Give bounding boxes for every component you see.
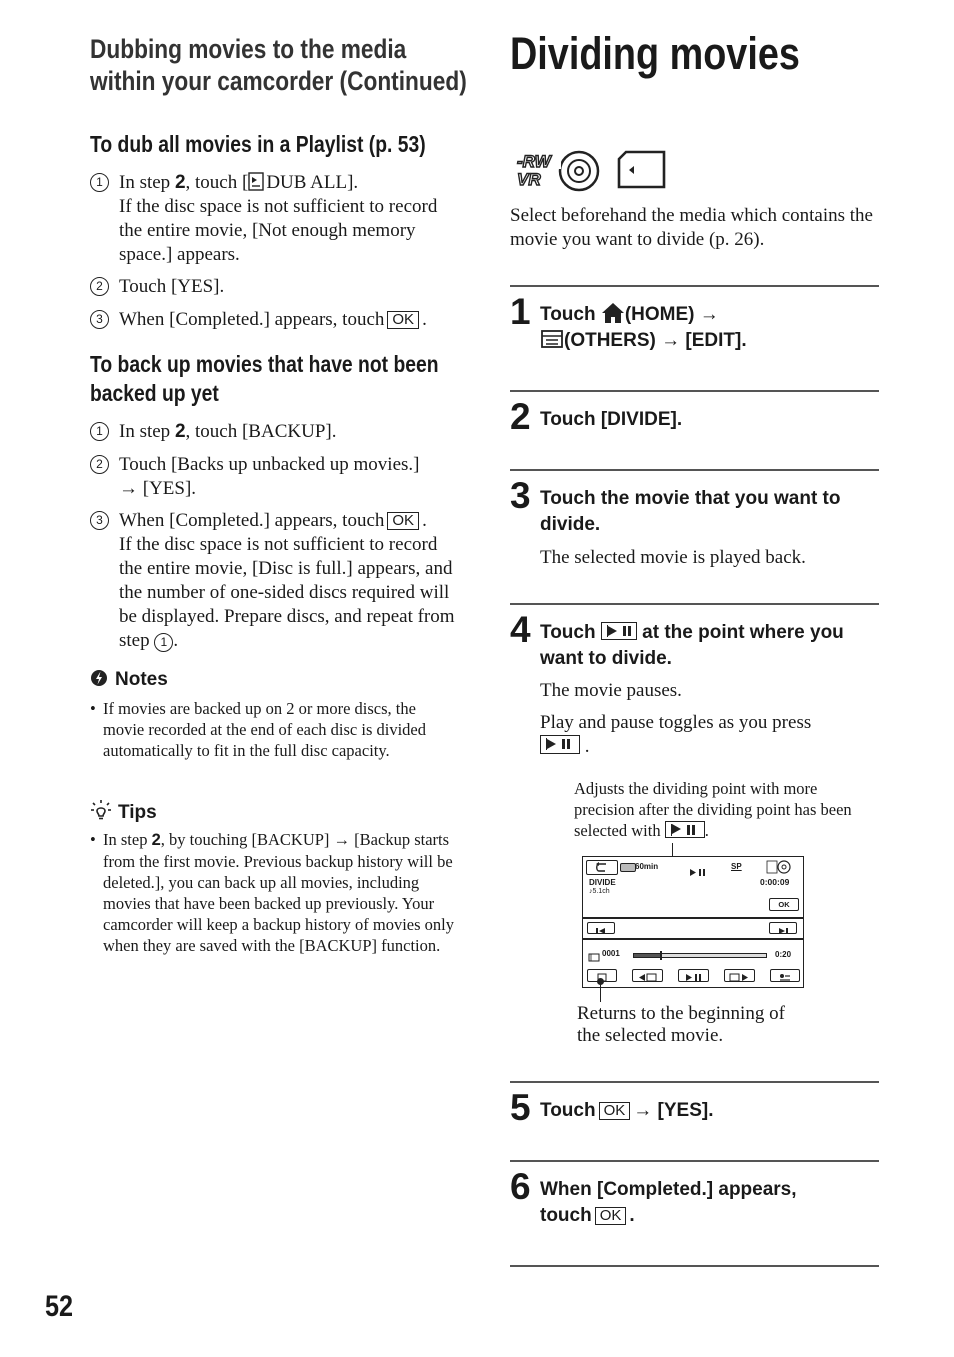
step-number: 4 bbox=[510, 609, 531, 650]
text: Touch [YES]. bbox=[119, 276, 225, 297]
text: . bbox=[422, 309, 427, 330]
divider bbox=[510, 603, 879, 605]
tip-text: , by touching [BACKUP] → [Backup starts from the first movie. Previous backup history will be deleted.], you can back up all movies, including movies that have been backed up previously. Your camcorder will keep a backup history of movies only when they are saved with the [BACKUP] function. bbox=[103, 830, 454, 955]
step-ref: 2 bbox=[151, 831, 161, 849]
movie-counter: 0001 bbox=[602, 949, 620, 958]
intro-text: Select beforehand the media which contains the movie you want to divide (p. 26). bbox=[510, 205, 873, 250]
step-number: 6 bbox=[510, 1166, 531, 1207]
home-icon bbox=[601, 302, 625, 324]
play-pause-icon bbox=[540, 735, 580, 754]
step-3-body: The selected movie is played back. bbox=[540, 547, 806, 568]
play-pause-icon bbox=[601, 622, 637, 640]
screen-divider bbox=[583, 917, 803, 919]
text: Adjusts the dividing point with more precision after the dividing point has been selected with bbox=[574, 779, 852, 840]
audio-label: ♪5.1ch bbox=[589, 888, 610, 895]
page-header bbox=[90, 33, 467, 97]
notes-title: Notes bbox=[115, 669, 168, 690]
text: When [Completed.] appears, touch bbox=[119, 309, 385, 330]
step-4-text bbox=[540, 620, 880, 672]
tips-title: Tips bbox=[118, 802, 157, 823]
ok-button-glyph: OK bbox=[595, 1207, 627, 1225]
page-title: Dividing movies bbox=[510, 28, 800, 79]
step-4-body: The movie pauses. bbox=[540, 680, 682, 701]
text: Play and pause toggles as you press bbox=[540, 712, 812, 733]
text: . bbox=[422, 510, 427, 531]
step-number: 2 bbox=[510, 396, 531, 437]
play-status-icon bbox=[689, 864, 707, 882]
frame-forward-icon bbox=[770, 926, 796, 936]
text: , touch [BACKUP]. bbox=[185, 421, 337, 442]
divider bbox=[510, 469, 879, 471]
callout-dot bbox=[597, 978, 604, 985]
note-text: If movies are backed up on 2 or more discs, the movie recorded at the end of each disc is divided automatically to fit in the full disc capacity. bbox=[103, 699, 427, 760]
divider bbox=[510, 390, 879, 392]
divider bbox=[510, 1265, 879, 1267]
step-ref: 2 bbox=[174, 421, 186, 442]
ok-button-glyph: OK bbox=[599, 1102, 631, 1120]
frame-forward-button[interactable] bbox=[769, 922, 797, 934]
heading-line: To back up movies that have not been bbox=[90, 351, 439, 377]
options-button[interactable] bbox=[770, 969, 800, 982]
step-number-1: 1 bbox=[90, 422, 109, 441]
step-1-text bbox=[540, 302, 880, 354]
section-heading-playlist: To dub all movies in a Playlist (p. 53) bbox=[90, 131, 426, 157]
quality-label: SP bbox=[731, 862, 742, 871]
play-pause-icon bbox=[665, 821, 705, 838]
lcd-screen bbox=[582, 856, 804, 988]
bullet: • bbox=[90, 830, 96, 849]
divider bbox=[510, 1160, 879, 1162]
disc-label-bottom: VR bbox=[517, 170, 541, 189]
text: When [Completed.] appears, touch bbox=[119, 510, 385, 531]
play-pause-icon bbox=[679, 972, 708, 983]
text: DUB ALL]. bbox=[266, 172, 359, 193]
divider bbox=[510, 1081, 879, 1083]
callout-return: Returns to the beginning of the selected movie. bbox=[577, 1003, 785, 1046]
text: . bbox=[584, 736, 590, 757]
ok-button-glyph: OK bbox=[387, 311, 419, 329]
text: (OTHERS) → [EDIT]. bbox=[564, 330, 747, 351]
page-number: 52 bbox=[45, 1290, 74, 1323]
page-header-line: within your camcorder (Continued) bbox=[90, 66, 467, 96]
text: In step bbox=[103, 830, 152, 849]
text: Touch [Backs up unbacked up movies.] bbox=[119, 454, 420, 475]
step-number: 3 bbox=[510, 475, 531, 516]
step-number-3: 3 bbox=[90, 511, 109, 530]
ok-button[interactable]: OK bbox=[769, 898, 799, 911]
text: Touch bbox=[540, 1100, 596, 1121]
back-button[interactable] bbox=[586, 860, 618, 875]
remaining-time: 60min bbox=[635, 862, 659, 871]
dvd-rw-vr-icon bbox=[513, 147, 603, 195]
ok-button-glyph: OK bbox=[387, 512, 419, 530]
text: When [Completed.] appears, bbox=[540, 1179, 797, 1200]
text: . bbox=[704, 821, 709, 840]
text: [YES]. bbox=[138, 478, 197, 499]
callout-adjust bbox=[574, 778, 874, 841]
step-ref: 2 bbox=[174, 172, 186, 193]
step-5-text bbox=[540, 1098, 880, 1124]
memory-card-icon bbox=[617, 150, 667, 190]
frame-back-icon bbox=[588, 926, 614, 936]
text: Touch bbox=[540, 622, 596, 643]
text: touch bbox=[540, 1205, 592, 1226]
step-6-text bbox=[540, 1177, 880, 1229]
timecode: 0:00:09 bbox=[760, 877, 790, 887]
text: → [YES]. bbox=[633, 1100, 714, 1121]
text: In step bbox=[119, 421, 175, 442]
text: . bbox=[629, 1205, 635, 1226]
playlist-icon bbox=[248, 172, 264, 191]
media-icons bbox=[513, 147, 667, 200]
text: If the disc space is not sufficient to record the entire movie, [Not enough memory space.] appears. bbox=[119, 196, 438, 265]
movie-counter-icon bbox=[588, 949, 600, 967]
step-ref-1: 1 bbox=[154, 633, 173, 652]
heading-line: backed up yet bbox=[90, 380, 219, 406]
forward-button[interactable] bbox=[724, 969, 755, 982]
step-number-1: 1 bbox=[90, 173, 109, 192]
disc-label-top: -RW bbox=[517, 152, 551, 171]
step-number: 5 bbox=[510, 1087, 531, 1128]
rewind-icon bbox=[633, 972, 662, 983]
arrow: → bbox=[119, 478, 138, 499]
play-pause-button[interactable] bbox=[678, 969, 709, 982]
text: If the disc space is not sufficient to record the entire movie, [Disc is full.] appears, and the number of one-sided discs required will be displayed. Prepare discs, and repeat from step bbox=[119, 534, 455, 651]
progress-fill bbox=[634, 954, 662, 957]
step-3-text: Touch the movie that you want to divide. bbox=[540, 488, 841, 535]
section-heading-backup bbox=[90, 350, 439, 408]
text: Touch bbox=[540, 304, 601, 325]
text: , touch [ bbox=[185, 172, 249, 193]
text: . bbox=[173, 630, 179, 651]
duration: 0:20 bbox=[775, 950, 792, 959]
others-icon bbox=[540, 329, 564, 349]
progress-bar[interactable] bbox=[633, 953, 767, 958]
divider bbox=[510, 285, 879, 287]
page-header-line: Dubbing movies to the media bbox=[90, 34, 407, 64]
option-icon bbox=[771, 972, 799, 983]
bullet: • bbox=[90, 699, 96, 718]
frame-back-button[interactable] bbox=[587, 922, 615, 934]
step-number-3: 3 bbox=[90, 310, 109, 329]
step-number-2: 2 bbox=[90, 455, 109, 474]
text: In step bbox=[119, 172, 175, 193]
tips-heading bbox=[90, 799, 157, 825]
battery-icon bbox=[620, 863, 636, 872]
mode-label: DIVIDE bbox=[589, 878, 616, 887]
text: at the point where you want to divide. bbox=[540, 622, 844, 669]
step-4-body bbox=[540, 711, 880, 759]
text: (HOME) → bbox=[624, 304, 719, 325]
progress-marker bbox=[660, 951, 662, 960]
step-number: 1 bbox=[510, 291, 531, 332]
return-icon bbox=[587, 861, 617, 874]
screen-divider bbox=[583, 938, 803, 940]
step-2-text: Touch [DIVIDE]. bbox=[540, 409, 683, 430]
notes-icon bbox=[90, 669, 108, 687]
lightbulb-icon bbox=[90, 799, 112, 821]
rewind-button[interactable] bbox=[632, 969, 663, 982]
step-number-2: 2 bbox=[90, 277, 109, 296]
notes-heading bbox=[90, 668, 168, 692]
forward-icon bbox=[725, 972, 754, 983]
